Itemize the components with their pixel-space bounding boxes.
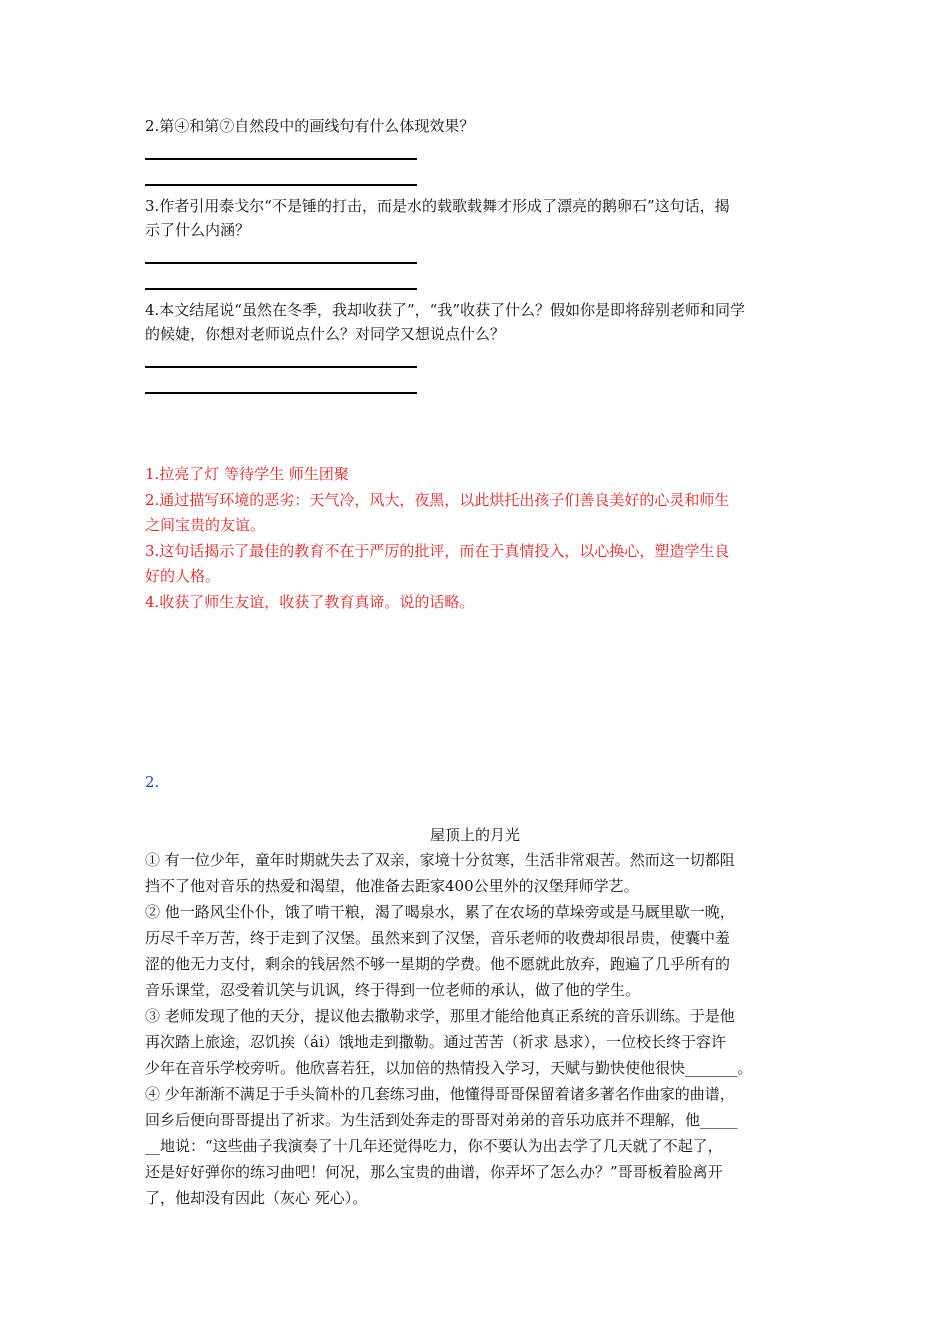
answer-2-line-2: 之间宝贵的友谊。 <box>145 516 266 534</box>
question-3-line-2: 示了什么内涵？ <box>145 221 251 239</box>
answer-2-line-1: 2.通过描写环境的恶劣：天气冷，风大，夜黑，以此烘托出孩子们善良美好的心灵和师生 <box>145 491 730 509</box>
passage-line: ② 他一路风尘仆仆，饿了啃干粮，渴了喝泉水，累了在农场的草垛旁或是马厩里歇一晚， <box>145 903 735 921</box>
passage-line: 还是好好弹你的练习曲吧！何况，那么宝贵的曲谱，你弄坏了怎么办？”哥哥板着脸离开 <box>145 1163 723 1181</box>
question-2-text: 2.第④和第⑦自然段中的画线句有什么体现效果？ <box>145 117 475 135</box>
answer-3-line-1: 3.这句话揭示了最佳的教育不在于严厉的批评，而在于真情投入，以心换心，塑造学生良 <box>145 542 730 560</box>
passage-line: ④ 少年渐渐不满足于手头简朴的几套练习曲，他懂得哥哥保留着诸多著名作曲家的曲谱， <box>145 1085 735 1103</box>
passage-line: 挡不了他对音乐的热爱和渴望，他准备去距家400公里外的汉堡拜师学艺。 <box>145 877 639 895</box>
passage-line: 涩的他无力支付，剩余的钱居然不够一星期的学费。他不愿就此放弃，跑遍了几乎所有的 <box>145 955 731 973</box>
passage-title: 屋顶上的月光 <box>429 826 520 844</box>
answer-line <box>145 262 417 264</box>
passage-line: __地说：“这些曲子我演奏了十几年还觉得吃力，你不要认为出去学了几天就了不起了， <box>145 1137 723 1155</box>
answer-4: 4.收获了师生友谊，收获了教育真谛。说的话略。 <box>145 593 475 611</box>
answer-line <box>145 184 417 186</box>
passage-line: ① 有一位少年，童年时期就失去了双亲，家境十分贫寒，生活非常艰苦。然而这一切都阻 <box>145 851 735 869</box>
answer-line <box>145 288 417 290</box>
answer-line <box>145 158 417 160</box>
answer-1: 1.拉亮了灯 等待学生 师生团聚 <box>145 465 349 483</box>
passage-line: 了，他却没有因此（灰心 死心）。 <box>145 1189 368 1207</box>
passage-line: 音乐课堂，忍受着讥笑与讥讽，终于得到一位老师的承认，做了他的学生。 <box>145 981 641 999</box>
question-3-line-1: 3.作者引用泰戈尔“不是锤的打击，而是水的载歌载舞才形成了漂亮的鹅卵石”这句话，揭 <box>145 197 730 215</box>
answer-line <box>145 392 417 394</box>
passage-line: 历尽千辛万苦，终于走到了汉堡。虽然来到了汉堡，音乐老师的收费却很昂贵，使囊中羞 <box>145 929 731 947</box>
passage-line: 回乡后便向哥哥提出了祈求。为生活到处奔走的哥哥对弟弟的音乐功底并不理解，他_____ <box>145 1111 738 1129</box>
answer-line <box>145 366 417 368</box>
question-4-line-2: 的候婕，你想对老师说点什么？对同学又想说点什么？ <box>145 325 506 343</box>
answer-3-line-2: 好的人格。 <box>145 567 221 585</box>
section-number: 2. <box>145 773 160 791</box>
passage-line: ③ 老师发现了他的天分，提议他去撒勒求学，那里才能给他真正系统的音乐训练。于是他 <box>145 1007 735 1025</box>
passage-line: 再次踏上旅途，忍饥挨（ái）饿地走到撒勒。通过苦苦（祈求 恳求），一位校长终于容许 <box>145 1033 727 1051</box>
passage-line: 少年在音乐学校旁听。他欣喜若狂，以加倍的热情投入学习，天赋与勤快使他很快_______。 <box>145 1059 753 1077</box>
question-4-line-1: 4.本文结尾说“虽然在冬季，我却收获了”，“我”收获了什么？假如你是即将辞别老师和同学 <box>145 301 745 319</box>
